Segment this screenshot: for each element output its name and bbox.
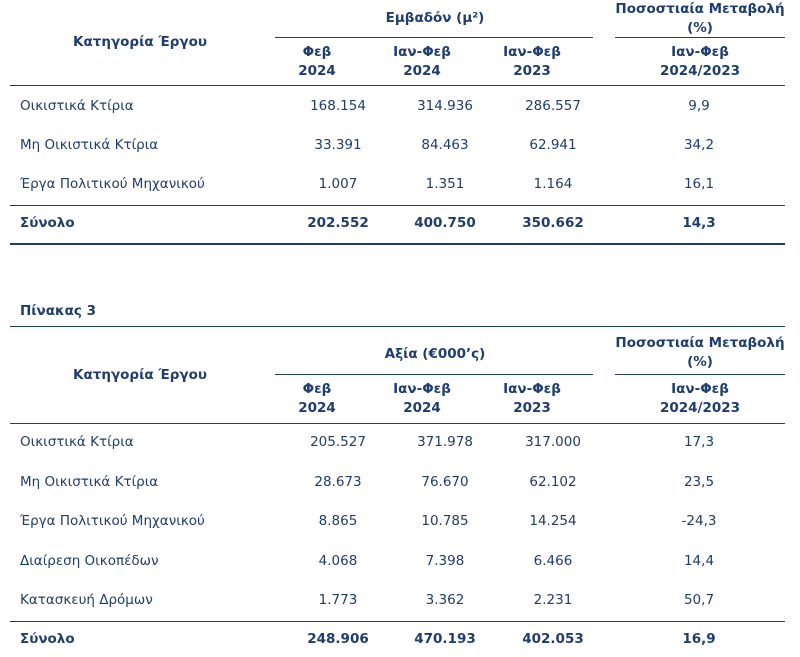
header-bottom-line bbox=[10, 85, 785, 86]
value-group-header: Αξία (€000’ς) bbox=[384, 346, 486, 362]
change-header: Ποσοστιαία Μεταβολή (%) bbox=[615, 335, 785, 370]
row-value: 34,2 bbox=[683, 137, 715, 153]
row-value: 3.362 bbox=[425, 592, 465, 608]
total-top-line bbox=[10, 621, 785, 622]
row-value: 17,3 bbox=[683, 434, 715, 450]
total-top-line bbox=[10, 205, 785, 206]
table-top-line bbox=[10, 326, 785, 327]
table-row bbox=[20, 434, 790, 454]
col-janfeb-2024-header: Ιαν-Φεβ 2024 bbox=[393, 381, 451, 416]
row-label: Μη Οικιστικά Κτίρια bbox=[20, 474, 159, 490]
total-value: 248.906 bbox=[307, 631, 369, 647]
row-value: 62.941 bbox=[529, 137, 577, 153]
table-row bbox=[20, 513, 790, 533]
col-change-header: Ιαν-Φεβ 2024/2023 bbox=[659, 381, 741, 416]
total-row bbox=[20, 215, 790, 235]
col-change-header: Ιαν-Φεβ 2024/2023 bbox=[659, 44, 741, 79]
total-value: 14,3 bbox=[682, 215, 716, 231]
col-janfeb-2024-header: Ιαν-Φεβ 2024 bbox=[393, 44, 451, 79]
row-value: 7.398 bbox=[425, 553, 465, 569]
row-value: 1.007 bbox=[318, 176, 358, 192]
table-title: Πίνακας 3 bbox=[20, 303, 96, 319]
row-value: 1.164 bbox=[533, 176, 573, 192]
total-value: 202.552 bbox=[307, 215, 369, 231]
row-value: 8.865 bbox=[318, 513, 358, 529]
area-group-header: Εμβαδόν (μ²) bbox=[385, 10, 485, 26]
row-value: 9,9 bbox=[688, 98, 710, 114]
table-row bbox=[20, 592, 790, 612]
row-label: Κατασκευή Δρόμων bbox=[20, 592, 153, 608]
header-bottom-line bbox=[10, 423, 785, 424]
table-row bbox=[20, 474, 790, 494]
col-feb-header: Φεβ 2024 bbox=[298, 381, 336, 416]
row-label: Οικιστικά Κτίρια bbox=[20, 434, 134, 450]
row-value: 14.254 bbox=[529, 513, 577, 529]
row-value: 28.673 bbox=[314, 474, 362, 490]
change-header: Ποσοστιαία Μεταβολή (%) bbox=[615, 1, 785, 36]
total-label: Σύνολο bbox=[20, 215, 75, 231]
row-value: 4.068 bbox=[318, 553, 358, 569]
row-value: 6.466 bbox=[533, 553, 573, 569]
row-value: 14,4 bbox=[683, 553, 715, 569]
row-value: 2.231 bbox=[533, 592, 573, 608]
row-value: 62.102 bbox=[529, 474, 577, 490]
total-value: 402.053 bbox=[522, 631, 584, 647]
category-header: Κατηγορία Έργου bbox=[73, 34, 207, 50]
row-value: 1.773 bbox=[318, 592, 358, 608]
total-value: 400.750 bbox=[414, 215, 476, 231]
row-label: Διαίρεση Οικοπέδων bbox=[20, 553, 159, 569]
group-underline bbox=[275, 37, 593, 38]
total-label: Σύνολο bbox=[20, 631, 75, 647]
row-value: 16,1 bbox=[683, 176, 715, 192]
row-value: 10.785 bbox=[421, 513, 469, 529]
group-underline bbox=[275, 374, 593, 375]
row-value: 314.936 bbox=[417, 98, 473, 114]
row-value: 50,7 bbox=[683, 592, 715, 608]
row-value: 286.557 bbox=[525, 98, 581, 114]
total-value: 16,9 bbox=[682, 631, 716, 647]
category-header: Κατηγορία Έργου bbox=[73, 367, 207, 383]
row-label: Οικιστικά Κτίρια bbox=[20, 98, 134, 114]
row-label: Μη Οικιστικά Κτίρια bbox=[20, 137, 159, 153]
row-value: 168.154 bbox=[310, 98, 366, 114]
row-value: -24,3 bbox=[681, 513, 717, 529]
row-value: 76.670 bbox=[421, 474, 469, 490]
row-value: 23,5 bbox=[683, 474, 715, 490]
total-value: 470.193 bbox=[414, 631, 476, 647]
row-label: Έργα Πολιτικού Μηχανικού bbox=[20, 513, 205, 529]
table-row bbox=[20, 98, 790, 118]
col-janfeb-2023-header: Ιαν-Φεβ 2023 bbox=[503, 381, 561, 416]
change-underline bbox=[615, 374, 785, 375]
row-value: 33.391 bbox=[314, 137, 362, 153]
total-row bbox=[20, 631, 790, 651]
table-row bbox=[20, 176, 790, 196]
table-row bbox=[20, 137, 790, 157]
row-value: 371.978 bbox=[417, 434, 473, 450]
row-value: 84.463 bbox=[421, 137, 469, 153]
row-value: 1.351 bbox=[425, 176, 465, 192]
col-janfeb-2023-header: Ιαν-Φεβ 2023 bbox=[503, 44, 561, 79]
row-value: 317.000 bbox=[525, 434, 581, 450]
table-bottom-line bbox=[10, 243, 785, 245]
change-underline bbox=[615, 37, 785, 38]
total-value: 350.662 bbox=[522, 215, 584, 231]
row-value: 205.527 bbox=[310, 434, 366, 450]
col-feb-header: Φεβ 2024 bbox=[298, 44, 336, 79]
table-row bbox=[20, 553, 790, 573]
row-label: Έργα Πολιτικού Μηχανικού bbox=[20, 176, 205, 192]
